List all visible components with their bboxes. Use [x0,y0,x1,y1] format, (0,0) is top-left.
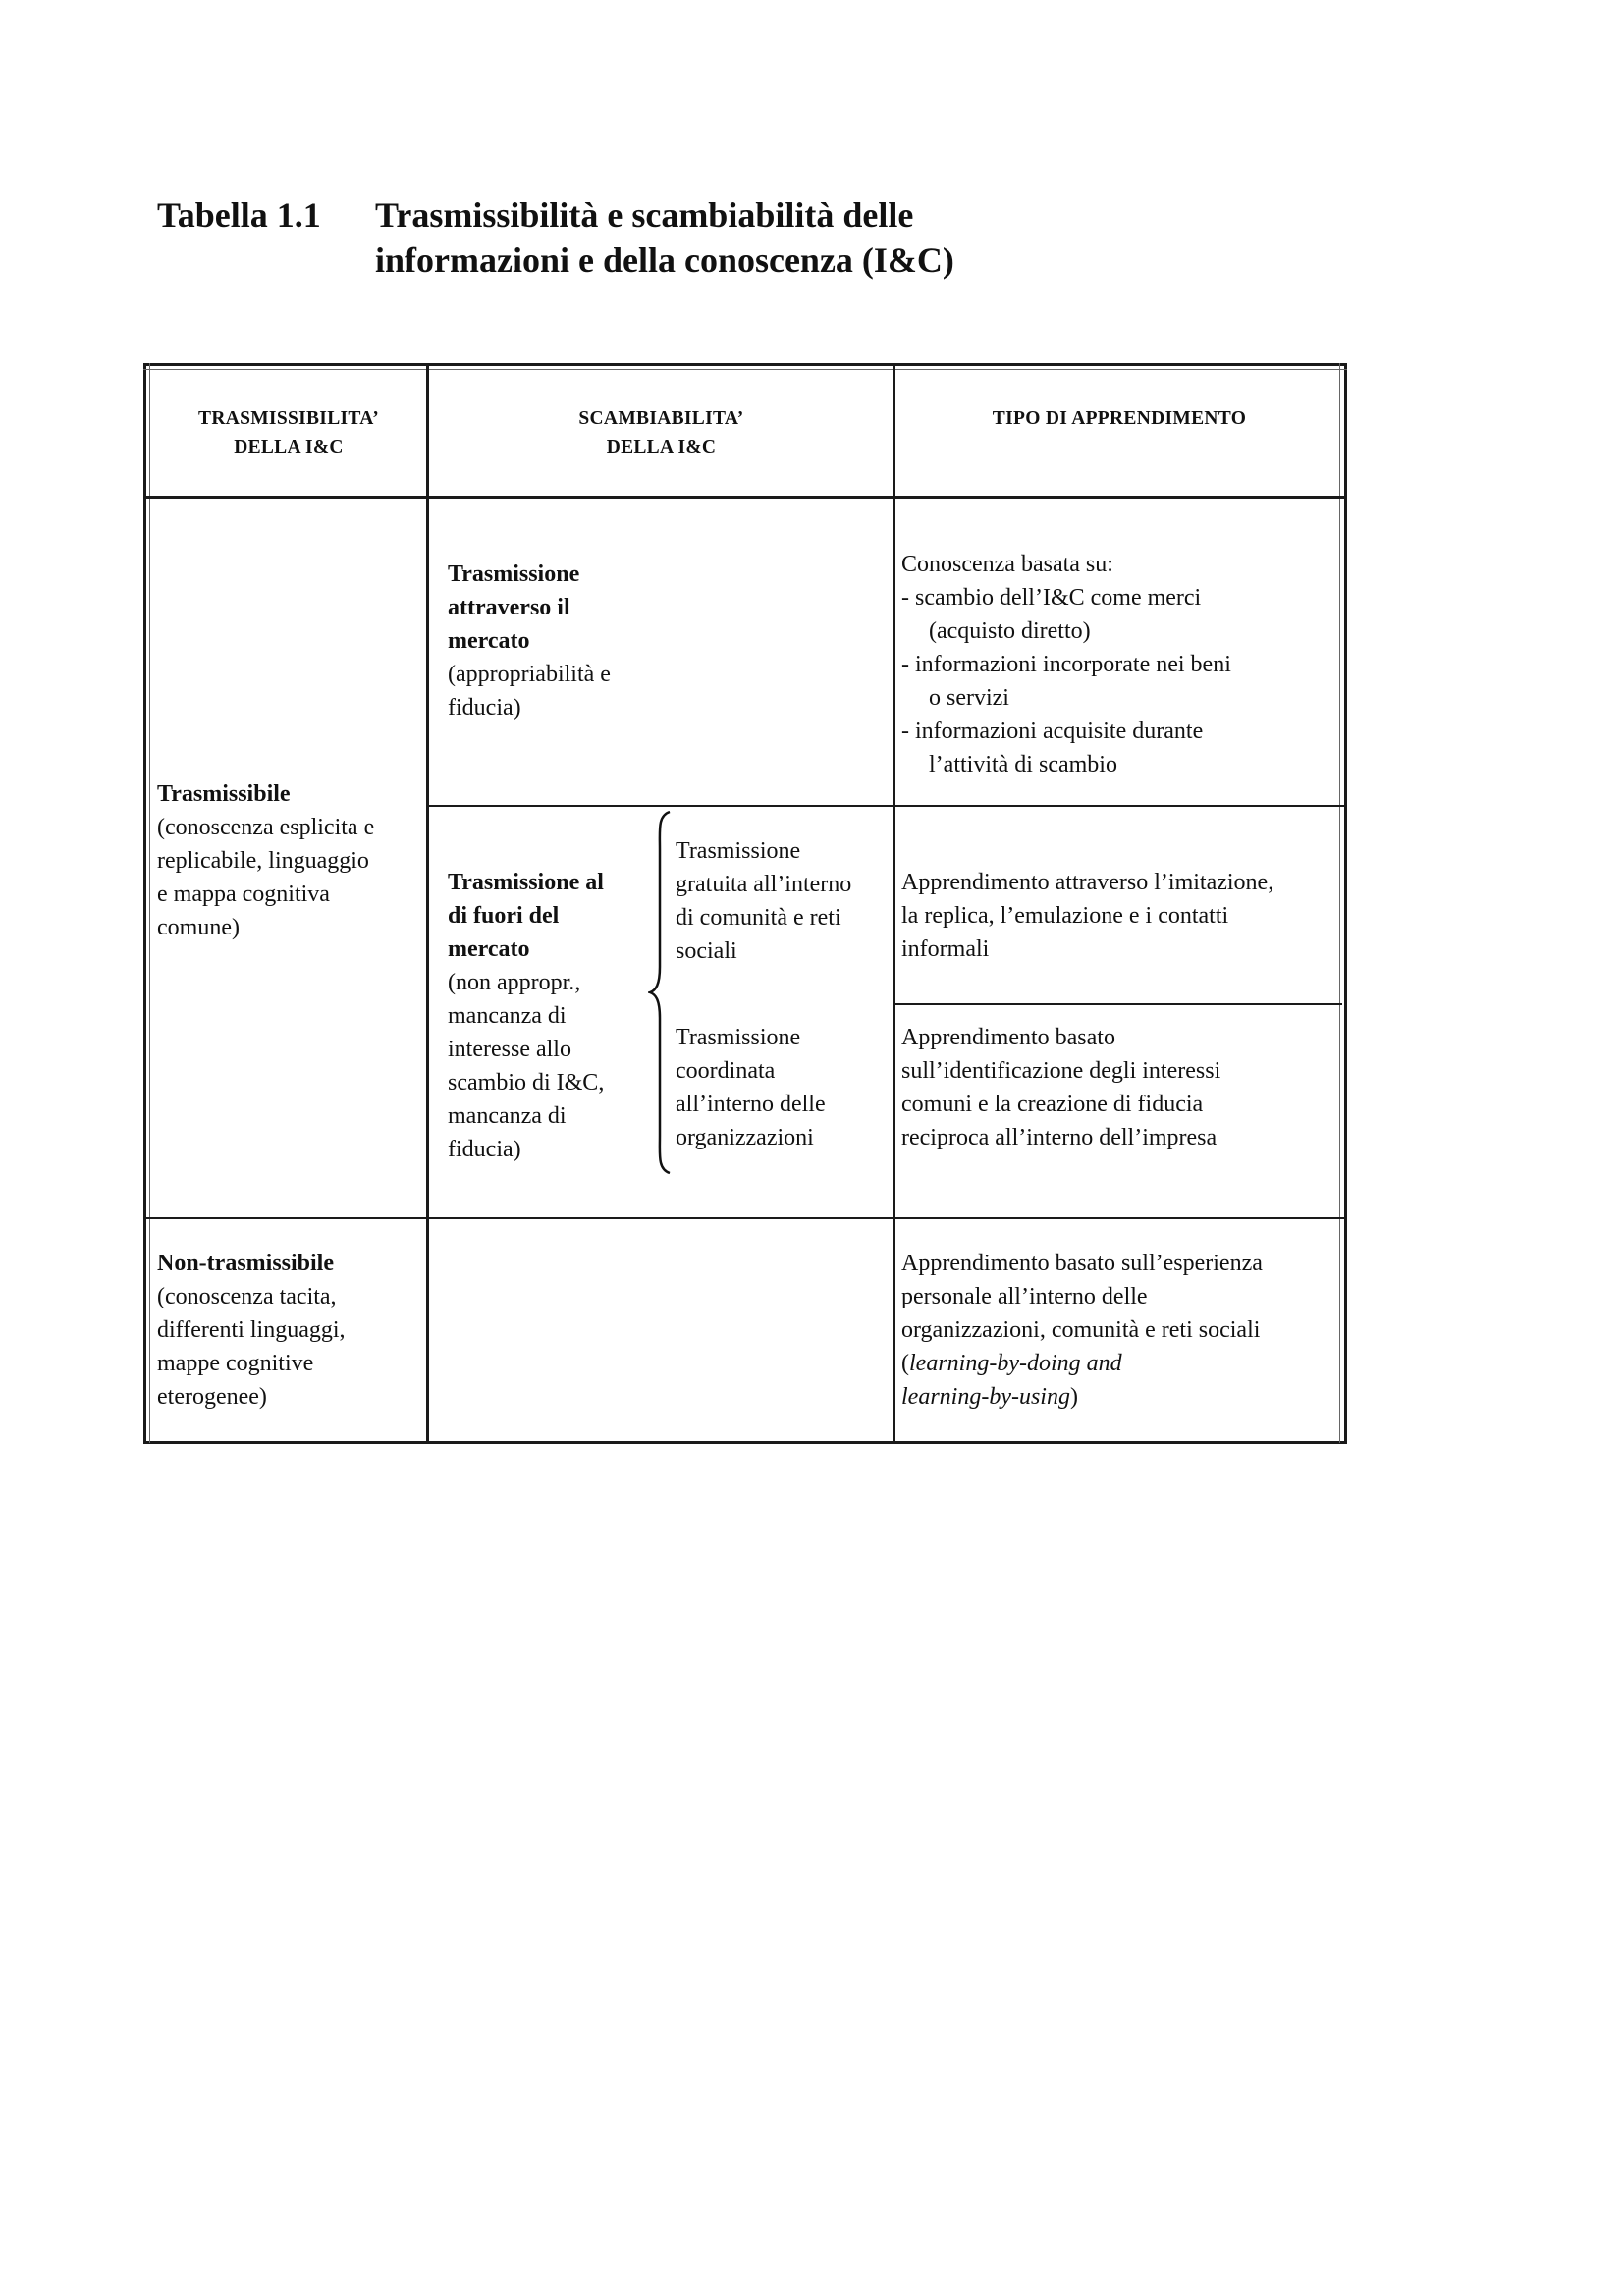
outside-market-desc-line: fiducia) [448,1137,521,1162]
learning-trust-cell [901,1021,1339,1154]
learning-imitation-cell [901,866,1343,966]
header-trasmissibilita-line1: TRASMISSIBILITA’ [198,408,379,429]
non-trasmissibile-desc-line: mappe cognitive [157,1351,314,1376]
subcase-communities-line: Trasmissione [676,838,801,864]
subcase-organizations-line: Trasmissione [676,1025,801,1050]
market-learning-intro: Conoscenza basata su: [901,552,1113,577]
market-learning-item: - informazioni acquisite durante [901,719,1204,744]
header-tipo-apprendimento-text: TIPO DI APPRENDIMENTO [992,408,1247,429]
market-row-separator [427,805,1347,807]
col-separator-1 [426,363,429,1443]
col-separator-2 [893,363,895,1443]
market-desc-line: fiducia) [448,695,521,721]
outside-market-title-line: di fuori del [448,903,560,929]
market-title-line: attraverso il [448,595,570,620]
market-transmission-cell [448,558,703,724]
market-title-line: Trasmissione [448,561,580,587]
row-label-trasmissibile [157,777,422,944]
learning-by-doing-text: learning-by-doing and [909,1351,1122,1376]
market-desc-line: (appropriabilità e [448,662,611,687]
outside-market-title-line: Trasmissione al [448,870,604,895]
learning-experience-line: personale all’interno delle [901,1284,1148,1309]
non-trasmissibile-title: Non-trasmissibile [157,1251,334,1276]
subcase-communities-line: di comunità e reti [676,905,841,931]
table-top-inner-border [143,369,1347,370]
trasmissibile-desc-line: e mappa cognitiva [157,881,330,907]
table-number: Tabella 1.1 [157,195,321,235]
header-scambiabilita [431,404,892,461]
table-bottom-border [143,1441,1347,1444]
trasmissibile-desc-line: comune) [157,915,240,940]
market-learning-cell [901,548,1339,781]
learning-imitation-line: la replica, l’emulazione e i contatti [901,903,1229,929]
non-trasmissibile-desc-line: differenti linguaggi, [157,1317,346,1343]
subcase-organizations-line: organizzazioni [676,1125,814,1150]
subcase-organizations [676,1021,893,1154]
learning-by-using-text: learning-by-using [901,1384,1070,1410]
knowledge-table [143,363,1347,1443]
non-transmissible-separator [143,1217,1347,1219]
market-learning-item: - informazioni incorporate nei beni [901,652,1231,677]
outside-market-cell [448,866,644,1166]
market-learning-item: - scambio dell’I&C come merci [901,585,1202,611]
outside-market-desc-line: (non appropr., [448,970,581,995]
outside-market-title-line: mercato [448,936,530,962]
subcase-communities-line: gratuita all’interno [676,872,852,897]
market-title-line: mercato [448,628,530,654]
learning-imitation-line: informali [901,936,990,962]
title-line-2: informazioni e della conoscenza (I&C) [375,240,954,280]
title-line-1: Trasmissibilità e scambiabilità delle [375,195,914,235]
header-trasmissibilita [153,404,424,461]
header-trasmissibilita-line2: DELLA I&C [234,437,344,457]
table-right-border [1344,363,1347,1443]
learning-trust-line: reciproca all’interno dell’impresa [901,1125,1218,1150]
market-learning-item: o servizi [929,685,1009,711]
learning-experience-cell [901,1247,1339,1414]
table-left-border [143,363,146,1443]
outside-market-desc-line: interesse allo [448,1037,571,1062]
table-title [157,192,954,283]
subcase-communities [676,834,893,968]
learning-trust-line: comuni e la creazione di fiducia [901,1092,1204,1117]
learning-imitation-line: Apprendimento attraverso l’imitazione, [901,870,1274,895]
market-learning-item: (acquisto diretto) [929,618,1091,644]
non-trasmissibile-desc-line: eterogenee) [157,1384,267,1410]
non-trasmissibile-desc-line: (conoscenza tacita, [157,1284,337,1309]
header-scambiabilita-line2: DELLA I&C [606,437,717,457]
learning-experience-line: organizzazioni, comunità e reti sociali [901,1317,1261,1343]
learning-experience-italic-line-2: learning-by-using) [901,1384,1078,1410]
subcase-organizations-line: all’interno delle [676,1092,826,1117]
trasmissibile-title: Trasmissibile [157,781,291,807]
learning-experience-line: Apprendimento basato sull’esperienza [901,1251,1263,1276]
trasmissibile-desc-line: (conoscenza esplicita e [157,815,375,840]
outside-market-desc-line: scambio di I&C, [448,1070,605,1095]
header-separator [143,496,1347,499]
table-left-inner-border [149,363,150,1443]
header-scambiabilita-line1: SCAMBIABILITA’ [578,408,744,429]
learning-experience-italic-line-1: (learning-by-doing and [901,1351,1122,1376]
market-learning-item: l’attività di scambio [929,752,1117,777]
learning-trust-line: sull’identificazione degli interessi [901,1058,1221,1084]
outside-market-desc-line: mancanza di [448,1003,567,1029]
trasmissibile-desc-line: replicabile, linguaggio [157,848,369,874]
subcase-organizations-line: coordinata [676,1058,776,1084]
learning-subrow-separator [895,1003,1342,1005]
row-label-non-trasmissibile [157,1247,422,1414]
table-top-border [143,363,1347,366]
outside-market-desc-line: mancanza di [448,1103,567,1129]
subcase-communities-line: sociali [676,938,737,964]
header-tipo-apprendimento [897,404,1341,433]
learning-trust-line: Apprendimento basato [901,1025,1115,1050]
